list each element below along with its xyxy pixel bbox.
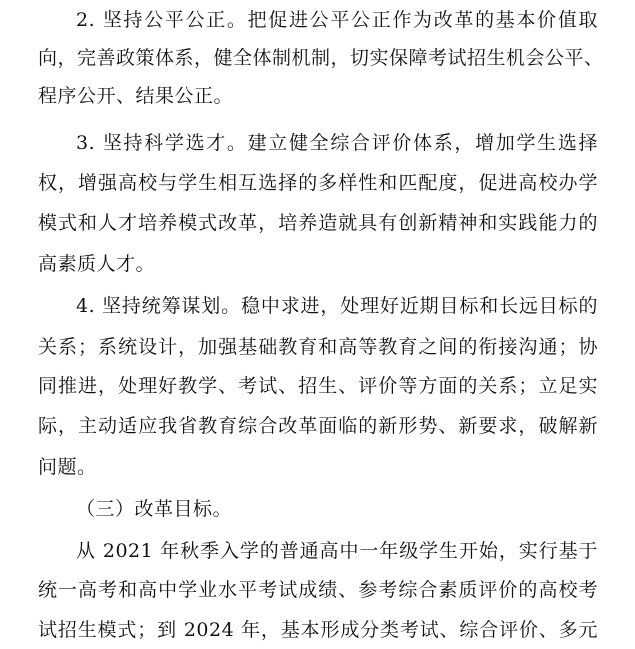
paragraph-5-line-1: 从 2021 年秋季入学的普通高中一年级学生开始，实行基于 (76, 540, 598, 562)
paragraph-3-line-4: 际，主动适应我省教育综合改革面临的新形势、新要求，破解新 (38, 415, 598, 437)
paragraph-1-line-3: 程序公开、结果公正。 (38, 85, 234, 107)
paragraph-2-line-1: 3. 坚持科学选才。建立健全综合评价体系，增加学生选择 (76, 132, 598, 154)
section-heading: （三）改革目标。 (76, 498, 233, 520)
paragraph-2-line-2: 权，增强高校与学生相互选择的多样性和匹配度，促进高校办学 (38, 172, 598, 194)
paragraph-2-line-4: 高素质人才。 (38, 253, 156, 275)
paragraph-1-line-1: 2. 坚持公平公正。把促进公平公正作为改革的基本价值取 (76, 9, 598, 31)
paragraph-3-line-5: 问题。 (38, 456, 97, 478)
paragraph-3-line-1: 4. 坚持统筹谋划。稳中求进，处理好近期目标和长远目标的 (76, 295, 598, 317)
paragraph-3-line-2: 关系；系统设计，加强基础教育和高等教育之间的衔接沟通；协 (38, 336, 598, 358)
paragraph-5-line-2: 统一高考和高中学业水平考试成绩、参考综合素质评价的高校考 (38, 579, 598, 601)
paragraph-2-line-3: 模式和人才培养模式改革，培养造就具有创新精神和实践能力的 (38, 212, 598, 234)
paragraph-5-line-3: 试招生模式；到 2024 年，基本形成分类考试、综合评价、多元 (38, 619, 598, 641)
paragraph-3-line-3: 同推进，处理好教学、考试、招生、评价等方面的关系；立足实 (38, 375, 598, 397)
paragraph-1-line-2: 向，完善政策体系，健全体制机制，切实保障考试招生机会公平、 (38, 47, 604, 69)
